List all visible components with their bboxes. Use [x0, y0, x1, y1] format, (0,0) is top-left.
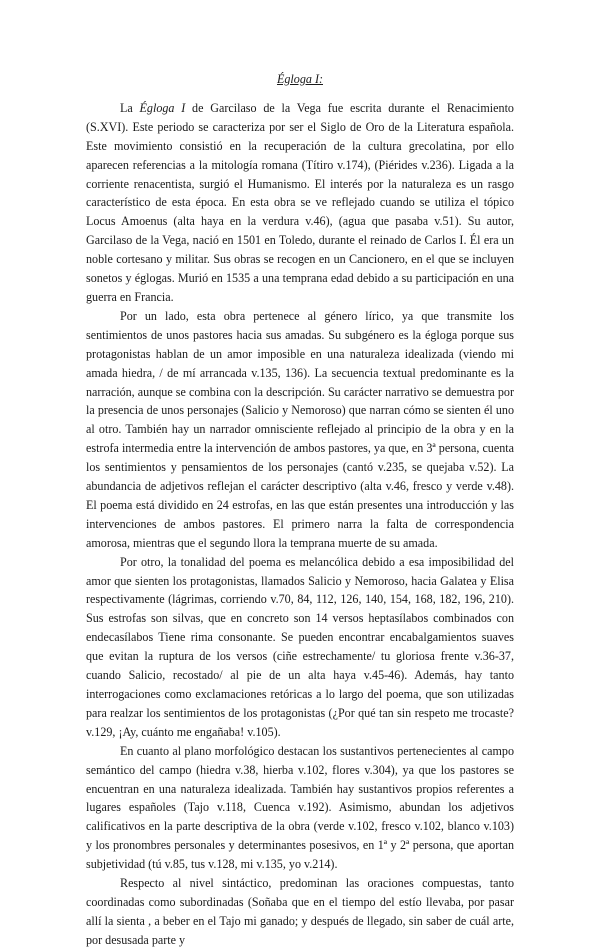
paragraph-intro-pre: La: [120, 100, 140, 115]
work-title-italic: Égloga I: [139, 100, 186, 115]
document-page: [86, 70, 514, 950]
paragraph-morphology: En cuanto al plano morfológico destacan los sustantivos pertenecientes al campo semántico del campo (hiedra v.38, hierba v.102, flores v.304), ya que los pastores se encuentran en una naturaleza idealizada. También hay sustantivos propios referentes a lugares españoles (Tajo v.118, Cuenca v.192). Asimismo, abundan los adjetivos calificativos en la parte descriptiva de la obra (verde v.102, fresco v.102, blanco v.103) y los pronombres personales y determinantes posesivos, en 1ª y 2ª persona, que aportan subjetividad (tú v.85, tus v.128, mi v.135, yo v.214).: [86, 743, 514, 872]
paragraph-syntax: Respecto al nivel sintáctico, predominan las oraciones compuestas, tanto coordinadas como subordinadas (Soñaba que en el tiempo del estío llevaba, por pasar allí la sienta , a beber en el Tajo mi ganado; y después de llegado, sin saber de cuál arte, por desusada parte y: [86, 876, 514, 947]
paragraph-tone: Por otro, la tonalidad del poema es melancólica debido a esa imposibilidad del amor que sienten los protagonistas, llamados Salicio y Nemoroso, hacia Galatea y Elisa respectivamente (lágrimas, corriendo v.70, 84, 112, 126, 140, 154, 168, 182, 196, 210). Sus estrofas son silvas, que en concreto son 14 versos heptasílabos combinados con endecasílabos Tiene rima consonante. Se pueden encontrar encabalgamientos suaves que evitan la ruptura de los versos (ciñe estrechamente/ tu gloriosa frente v.36-37, cuando Salicio, recostado/ al pie de un alta haya v.45-46). Además, hay tanto interrogaciones como exclamaciones retóricas a lo largo del poema, que son utilizadas para realzar los sentimientos de los protagonistas (¿Por qué tan sin respeto me trocaste? v.129, ¡Ay, cuánto me engañaba! v.105).: [86, 554, 514, 739]
document-title: Égloga I:: [276, 72, 323, 86]
paragraph-intro: [86, 99, 514, 307]
paragraph-genre: Por un lado, esta obra pertenece al género lírico, ya que transmite los sentimientos de unos pastores hacia sus amadas. Su subgénero es la égloga porque sus protagonistas hablan de un amor imposible en una naturaleza idealizada (viendo mi amada hiedra, / de mí arrancada v.135, 136). La secuencia textual predominante es la narración, aunque se combina con la descripción. Su carácter narrativo se demuestra por la presencia de unos personajes (Salicio y Nemoroso) que narran cómo se sienten él uno al otro. También hay un narrador omnisciente reflejado al principio de la obra y en la estrofa intermedia entre la intervención de ambos pastores, ya que, en 3ª persona, cuenta los sentimientos y pensamientos de los personajes (cantó v.235, se quejaba v.52). La abundancia de adjetivos reflejan el carácter descriptivo (alta v.46, fresco y verde v.48). El poema está dividido en 24 estrofas, en las que están presentes una introducción y las intervenciones de ambos pastores. El primero narra la falta de correspondencia amorosa, mientras que el segundo llora la temprana muerte de su amada.: [86, 308, 514, 550]
paragraph-intro-text: de Garcilaso de la Vega fue escrita durante el Renacimiento (S.XVI). Este periodo se caracteriza por ser el Siglo de Oro de la Literatura española. Este movimiento consistió en la recuperación de la cultura grecolatina, por ello aparecen referencias a la mitología romana (Títiro v.174), (Piérides v.236). Ligada a la corriente renacentista, surgió el Humanismo. El interés por la naturaleza es un rasgo característico de esta época. En esta obra se ve reflejado cuando se utiliza el tópico Locus Amoenus (alta haya en la verdura v.46), (agua que pasaba v.51). Su autor, Garcilaso de la Vega, nació en 1501 en Toledo, durante el reinado de Carlos I. Él era un noble cortesano y militar. Sus obras se recogen en un Cancionero, en el que se incluyen sonetos y églogas. Murió en 1535 a una temprana edad debido a su participación en una guerra en Francia.: [86, 100, 514, 304]
